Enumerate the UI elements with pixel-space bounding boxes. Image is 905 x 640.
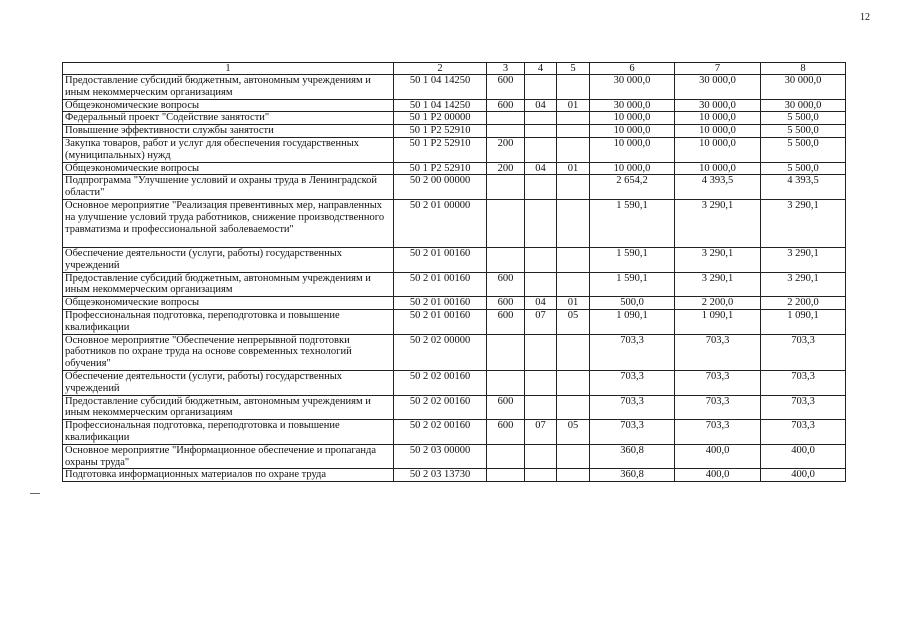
row-value-8: 703,3 [761,370,846,395]
row-expense-type [487,175,525,200]
row-code: 50 2 02 00160 [394,395,487,420]
table-row [63,395,846,420]
row-section [525,272,557,297]
row-name: Профессиональная подготовка, переподготовка и повышение квалификации [63,309,394,334]
row-expense-type: 600 [487,395,525,420]
row-subsection [557,370,590,395]
row-code: 50 2 01 00160 [394,247,487,272]
row-value-8: 5 500,0 [761,125,846,138]
row-value-8: 5 500,0 [761,137,846,162]
row-value-6: 10 000,0 [590,112,675,125]
row-section: 07 [525,420,557,445]
row-code: 50 2 03 13730 [394,469,487,482]
header-cell: 3 [487,63,525,75]
row-section [525,370,557,395]
row-value-7: 10 000,0 [675,137,761,162]
header-cell: 4 [525,63,557,75]
row-expense-type: 200 [487,162,525,175]
row-code: 50 2 02 00000 [394,334,487,370]
table-row [63,469,846,482]
row-name: Подготовка информационных материалов по охране труда [63,469,394,482]
row-section: 04 [525,297,557,310]
row-value-8: 30 000,0 [761,99,846,112]
row-subsection [557,112,590,125]
row-expense-type: 600 [487,272,525,297]
row-expense-type: 200 [487,137,525,162]
row-expense-type: 600 [487,420,525,445]
table-row [63,162,846,175]
row-name: Профессиональная подготовка, переподготовка и повышение квалификации [63,420,394,445]
row-subsection [557,75,590,100]
row-subsection [557,137,590,162]
row-expense-type [487,112,525,125]
row-subsection [557,395,590,420]
row-value-8: 400,0 [761,469,846,482]
row-code: 50 1 P2 52910 [394,162,487,175]
row-name: Подпрограмма "Улучшение условий и охраны труда в Ленинградской области" [63,175,394,200]
row-expense-type: 600 [487,297,525,310]
header-cell: 8 [761,63,846,75]
row-value-8: 400,0 [761,444,846,469]
row-value-6: 2 654,2 [590,175,675,200]
row-code: 50 1 04 14250 [394,99,487,112]
row-value-8: 1 090,1 [761,309,846,334]
row-value-6: 703,3 [590,370,675,395]
table-row [63,297,846,310]
row-subsection: 01 [557,99,590,112]
table-row [63,272,846,297]
row-value-6: 30 000,0 [590,99,675,112]
row-value-8: 4 393,5 [761,175,846,200]
table-row [63,125,846,138]
row-value-8: 5 500,0 [761,162,846,175]
row-value-6: 703,3 [590,334,675,370]
row-code: 50 1 04 14250 [394,75,487,100]
row-value-7: 10 000,0 [675,112,761,125]
header-cell: 7 [675,63,761,75]
header-cell: 2 [394,63,487,75]
row-value-7: 2 200,0 [675,297,761,310]
row-value-8: 703,3 [761,334,846,370]
row-expense-type [487,199,525,247]
table-row [63,420,846,445]
row-code: 50 2 03 00000 [394,444,487,469]
row-value-7: 10 000,0 [675,162,761,175]
row-code: 50 1 P2 52910 [394,125,487,138]
row-value-8: 3 290,1 [761,272,846,297]
row-section [525,469,557,482]
row-subsection [557,247,590,272]
row-code: 50 2 02 00160 [394,370,487,395]
row-value-8: 3 290,1 [761,199,846,247]
row-code: 50 2 00 00000 [394,175,487,200]
row-value-8: 2 200,0 [761,297,846,310]
row-value-7: 703,3 [675,334,761,370]
row-name: Повышение эффективности службы занятости [63,125,394,138]
row-value-7: 703,3 [675,395,761,420]
row-subsection [557,444,590,469]
row-name: Основное мероприятие "Информационное обеспечение и пропаганда охраны труда" [63,444,394,469]
header-cell: 6 [590,63,675,75]
table-row [63,137,846,162]
row-value-6: 1 590,1 [590,247,675,272]
row-subsection [557,199,590,247]
row-value-7: 1 090,1 [675,309,761,334]
row-value-7: 3 290,1 [675,247,761,272]
row-subsection: 05 [557,420,590,445]
row-section [525,112,557,125]
row-name: Предоставление субсидий бюджетным, автономным учреждениям и иным некоммерческим организациям [63,75,394,100]
row-code: 50 1 P2 00000 [394,112,487,125]
row-value-7: 3 290,1 [675,272,761,297]
row-name: Закупка товаров, работ и услуг для обеспечения государственных (муниципальных) нужд [63,137,394,162]
row-value-7: 400,0 [675,444,761,469]
row-value-6: 500,0 [590,297,675,310]
row-value-7: 703,3 [675,420,761,445]
row-value-7: 30 000,0 [675,75,761,100]
table-row [63,309,846,334]
row-value-8: 703,3 [761,420,846,445]
row-subsection: 01 [557,297,590,310]
row-code: 50 2 01 00160 [394,297,487,310]
table-body [63,75,846,482]
row-value-6: 1 590,1 [590,199,675,247]
row-value-6: 10 000,0 [590,162,675,175]
row-name: Обеспечение деятельности (услуги, работы) государственных учреждений [63,370,394,395]
row-code: 50 2 02 00160 [394,420,487,445]
row-name: Федеральный проект "Содействие занятости" [63,112,394,125]
table-row [63,199,846,247]
header-cell: 5 [557,63,590,75]
row-name: Общеэкономические вопросы [63,297,394,310]
row-value-6: 30 000,0 [590,75,675,100]
row-section: 04 [525,162,557,175]
row-name: Основное мероприятие "Обеспечение непрерывной подготовки работников по охране труда на основе современных технологий обучения" [63,334,394,370]
row-code: 50 1 P2 52910 [394,137,487,162]
row-subsection: 01 [557,162,590,175]
page-number: 12 [860,12,870,23]
row-code: 50 2 01 00160 [394,272,487,297]
row-subsection [557,469,590,482]
row-expense-type [487,444,525,469]
row-value-8: 5 500,0 [761,112,846,125]
row-name: Общеэкономические вопросы [63,99,394,112]
table-row [63,334,846,370]
row-code: 50 2 01 00000 [394,199,487,247]
row-name: Обеспечение деятельности (услуги, работы) государственных учреждений [63,247,394,272]
table-row [63,75,846,100]
row-subsection [557,272,590,297]
row-value-6: 703,3 [590,395,675,420]
row-expense-type: 600 [487,99,525,112]
row-expense-type: 600 [487,309,525,334]
row-expense-type [487,247,525,272]
row-expense-type [487,334,525,370]
row-subsection [557,125,590,138]
row-value-7: 3 290,1 [675,199,761,247]
row-subsection [557,334,590,370]
row-name: Основное мероприятие "Реализация превентивных мер, направленных на улучшение условий труда работников, снижение производственного травматизма и профессиональной заболеваемости" [63,199,394,247]
row-value-8: 30 000,0 [761,75,846,100]
row-value-6: 10 000,0 [590,125,675,138]
row-section [525,334,557,370]
row-value-6: 1 090,1 [590,309,675,334]
row-value-6: 360,8 [590,469,675,482]
row-section [525,247,557,272]
row-name: Общеэкономические вопросы [63,162,394,175]
row-section [525,199,557,247]
row-value-6: 703,3 [590,420,675,445]
row-value-7: 10 000,0 [675,125,761,138]
row-subsection [557,175,590,200]
row-expense-type: 600 [487,75,525,100]
row-value-8: 703,3 [761,395,846,420]
row-section [525,125,557,138]
table-row [63,99,846,112]
row-section: 04 [525,99,557,112]
row-value-6: 10 000,0 [590,137,675,162]
table-row [63,370,846,395]
row-name: Предоставление субсидий бюджетным, автономным учреждениям и иным некоммерческим организациям [63,272,394,297]
row-section [525,175,557,200]
row-section [525,75,557,100]
row-expense-type [487,469,525,482]
row-value-7: 4 393,5 [675,175,761,200]
row-section [525,137,557,162]
margin-mark [30,493,40,494]
table-row [63,444,846,469]
table-row [63,175,846,200]
row-section [525,444,557,469]
row-name: Предоставление субсидий бюджетным, автономным учреждениям и иным некоммерческим организациям [63,395,394,420]
row-value-7: 703,3 [675,370,761,395]
table-row [63,247,846,272]
row-section [525,395,557,420]
row-value-8: 3 290,1 [761,247,846,272]
row-value-7: 400,0 [675,469,761,482]
budget-table [62,62,846,482]
row-expense-type [487,125,525,138]
row-value-6: 1 590,1 [590,272,675,297]
row-value-6: 360,8 [590,444,675,469]
row-code: 50 2 01 00160 [394,309,487,334]
header-cell: 1 [63,63,394,75]
row-expense-type [487,370,525,395]
table-row [63,112,846,125]
row-section: 07 [525,309,557,334]
header-row [63,63,846,75]
row-value-7: 30 000,0 [675,99,761,112]
row-subsection: 05 [557,309,590,334]
